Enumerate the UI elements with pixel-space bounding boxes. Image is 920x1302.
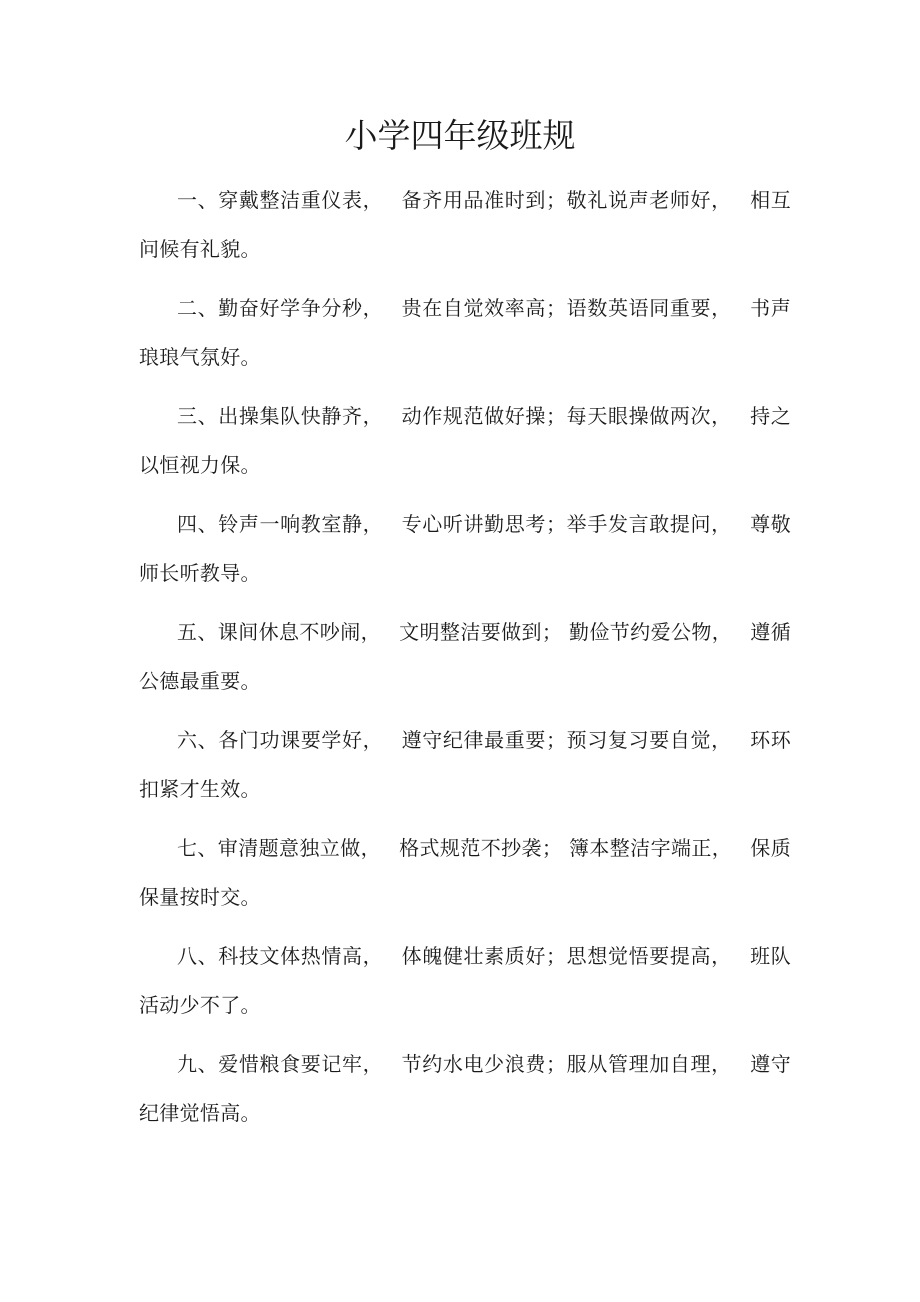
rule-text-part: 七、审清题意独立做， [177,836,382,860]
rule-text-part: 三、出操集队快静齐， [177,404,384,428]
rule-text-part: 节约水电少浪费；服从管理加自理， [401,1052,732,1076]
rule-text-part: 环环扣紧才生效。 [139,728,791,801]
rule-text-part: 二、勤奋好学争分秒， [177,296,384,320]
rule-item [139,176,791,274]
rule-item [139,392,791,490]
rule-text-part: 备齐用品准时到；敬礼说声老师好， [401,188,732,212]
rule-text-part: 遵循公德最重要。 [139,620,791,693]
rule-text-part: 保质保量按时交。 [139,836,791,909]
rule-text-part: 相互问候有礼貌。 [139,188,791,261]
page-title: 小学四年级班规 [344,116,576,155]
rule-text-part: 持之以恒视力保。 [139,404,791,477]
rule-text-part: 专心听讲勤思考；举手发言敢提问， [401,512,732,536]
rule-text-part: 文明整洁要做到； 勤俭节约爱公物， [399,620,733,644]
rule-item [139,716,791,814]
rules-list [139,176,791,1148]
rule-text-part: 遵守纪律觉悟高。 [139,1052,791,1125]
rule-text-part: 四、铃声一响教室静， [177,512,384,536]
rule-item [139,1040,791,1138]
rule-text-part: 格式规范不抄袭； 簿本整洁字端正， [399,836,733,860]
rule-text-part: 八、科技文体热情高， [177,944,384,968]
rule-item [139,608,791,706]
rule-text-part: 九、爱惜粮食要记牢， [177,1052,384,1076]
rule-text-part: 遵守纪律最重要；预习复习要自觉， [401,728,732,752]
rule-text-part: 一、穿戴整洁重仪表， [177,188,384,212]
rule-item [139,284,791,382]
rule-text-part: 五、课间休息不吵闹， [177,620,382,644]
rule-text-part: 体魄健壮素质好；思想觉悟要提高， [401,944,732,968]
rule-text-part: 书声琅琅气氛好。 [139,296,791,369]
rule-text-part: 班队活动少不了。 [139,944,791,1017]
rule-text-part: 贵在自觉效率高；语数英语同重要， [401,296,732,320]
rule-text-part: 尊敬师长听教导。 [139,512,791,585]
rule-text-part: 六、各门功课要学好， [177,728,384,752]
rule-item [139,500,791,598]
rule-item [139,824,791,922]
rule-text-part: 动作规范做好操；每天眼操做两次， [401,404,732,428]
rule-item [139,932,791,1030]
